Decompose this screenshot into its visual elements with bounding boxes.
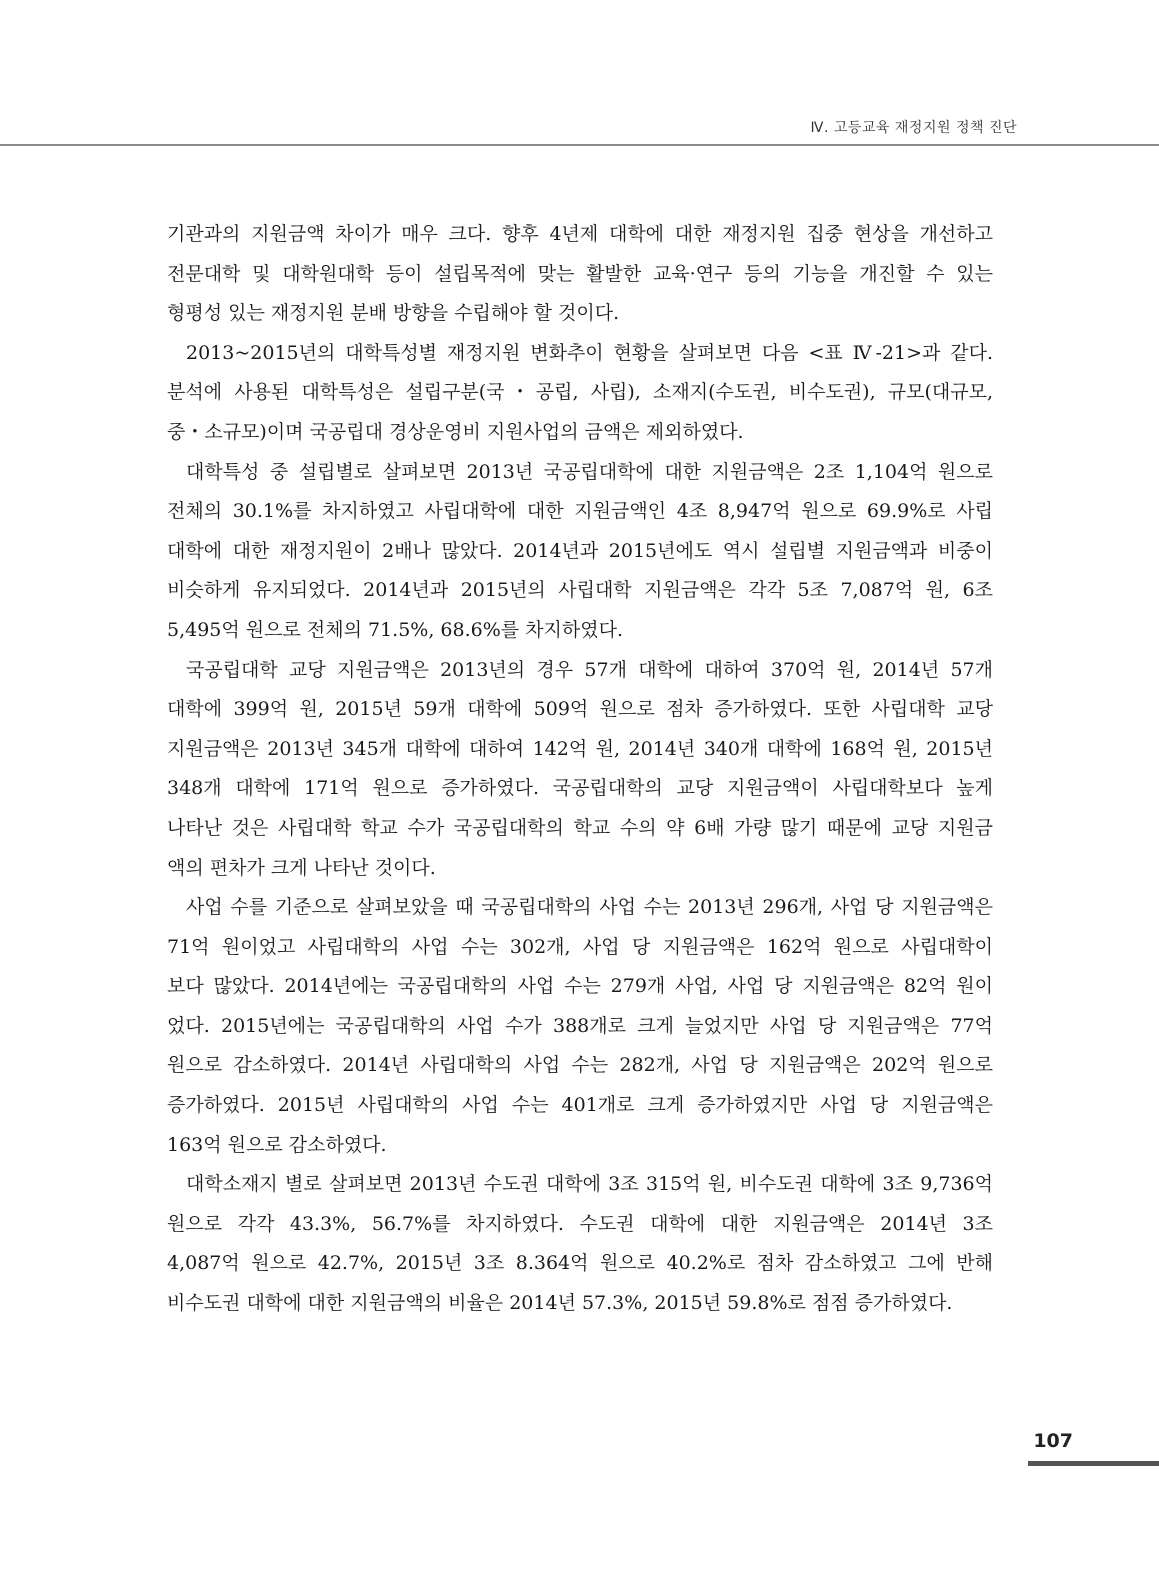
chapter-header: Ⅳ. 고등교육 재정지원 정책 진단 bbox=[810, 120, 1017, 136]
text-line: 대학소재지 별로 살펴보면 2013년 수도권 대학에 3조 315억 원, 비수도권 대학에 3조 9,736억 bbox=[186, 1173, 993, 1196]
text-line: 지원금액은 2013년 345개 대학에 대하여 142억 원, 2014년 340개 대학에 168억 원, 2015년 bbox=[167, 737, 993, 760]
text-line: 비슷하게 유지되었다. 2014년과 2015년의 사립대학 지원금액은 각각 5조 7,087억 원, 6조 bbox=[167, 579, 993, 602]
text-line: 대학에 399억 원, 2015년 59개 대학에 509억 원으로 점차 증가하였다. 또한 사립대학 교당 bbox=[167, 698, 993, 721]
text-line: 형평성 있는 재정지원 분배 방향을 수립해야 할 것이다. bbox=[167, 302, 620, 325]
text-line: 전문대학 및 대학원대학 등이 설립목적에 맞는 활발한 교육·연구 등의 기능을 개진할 수 있는 bbox=[167, 262, 993, 285]
text-line: 원으로 감소하였다. 2014년 사립대학의 사업 수는 282개, 사업 당 지원금액은 202억 원으로 bbox=[167, 1054, 993, 1077]
footer-divider bbox=[1028, 1461, 1159, 1466]
text-line: 기관과의 지원금액 차이가 매우 크다. 향후 4년제 대학에 대한 재정지원 집중 현상을 개선하고 bbox=[167, 223, 993, 245]
text-line: 전체의 30.1%를 차지하였고 사립대학에 대한 지원금액인 4조 8,947억 원으로 69.9%로 사립 bbox=[167, 500, 993, 523]
text-line: 분석에 사용된 대학특성은 설립구분(국・공립, 사립), 소재지(수도권, 비수도권), 규모(대규모, bbox=[167, 381, 993, 404]
text-line: 원으로 각각 43.3%, 56.7%를 차지하였다. 수도권 대학에 대한 지원금액은 2014년 3조 bbox=[167, 1212, 993, 1235]
text-line: 사업 수를 기준으로 살펴보았을 때 국공립대학의 사업 수는 2013년 296개, 사업 당 지원금액은 bbox=[186, 896, 993, 919]
text-line: 액의 편차가 크게 나타난 것이다. bbox=[167, 856, 436, 879]
text-line: 163억 원으로 감소하였다. bbox=[167, 1133, 387, 1156]
text-line: 5,495억 원으로 전체의 71.5%, 68.6%를 차지하였다. bbox=[167, 618, 623, 641]
text-line: 비수도권 대학에 대한 지원금액의 비율은 2014년 57.3%, 2015년 59.8%로 점점 증가하였다. bbox=[167, 1292, 953, 1315]
header-divider bbox=[0, 144, 1159, 146]
text-line: 71억 원이었고 사립대학의 사업 수는 302개, 사업 당 지원금액은 162억 원으로 사립대학이 bbox=[167, 935, 993, 958]
text-line: 2013~2015년의 대학특성별 재정지원 변화추이 현황을 살펴보면 다음 <표 Ⅳ-21>과 같다. bbox=[186, 341, 993, 364]
text-line: 보다 많았다. 2014년에는 국공립대학의 사업 수는 279개 사업, 사업 당 지원금액은 82억 원이 bbox=[167, 975, 993, 998]
body-text bbox=[167, 215, 993, 1324]
text-line: 4,087억 원으로 42.7%, 2015년 3조 8.364억 원으로 40.2%로 점차 감소하였고 그에 반해 bbox=[167, 1252, 993, 1275]
text-line: 중・소규모)이며 국공립대 경상운영비 지원사업의 금액은 제외하였다. bbox=[167, 420, 744, 443]
text-line: 국공립대학 교당 지원금액은 2013년의 경우 57개 대학에 대하여 370억 원, 2014년 57개 bbox=[186, 658, 993, 681]
page-number: 107 bbox=[1033, 1430, 1073, 1452]
text-line: 나타난 것은 사립대학 학교 수가 국공립대학의 학교 수의 약 6배 가량 많기 때문에 교당 지원금 bbox=[167, 816, 993, 839]
text-line: 대학특성 중 설립별로 살펴보면 2013년 국공립대학에 대한 지원금액은 2조 1,104억 원으로 bbox=[186, 460, 993, 483]
text-line: 348개 대학에 171억 원으로 증가하였다. 국공립대학의 교당 지원금액이 사립대학보다 높게 bbox=[167, 777, 993, 800]
text-line: 었다. 2015년에는 국공립대학의 사업 수가 388개로 크게 늘었지만 사업 당 지원금액은 77억 bbox=[167, 1014, 993, 1037]
text-line: 대학에 대한 재정지원이 2배나 많았다. 2014년과 2015년에도 역시 설립별 지원금액과 비중이 bbox=[167, 539, 993, 562]
text-line: 증가하였다. 2015년 사립대학의 사업 수는 401개로 크게 증가하였지만 사업 당 지원금액은 bbox=[167, 1094, 993, 1117]
